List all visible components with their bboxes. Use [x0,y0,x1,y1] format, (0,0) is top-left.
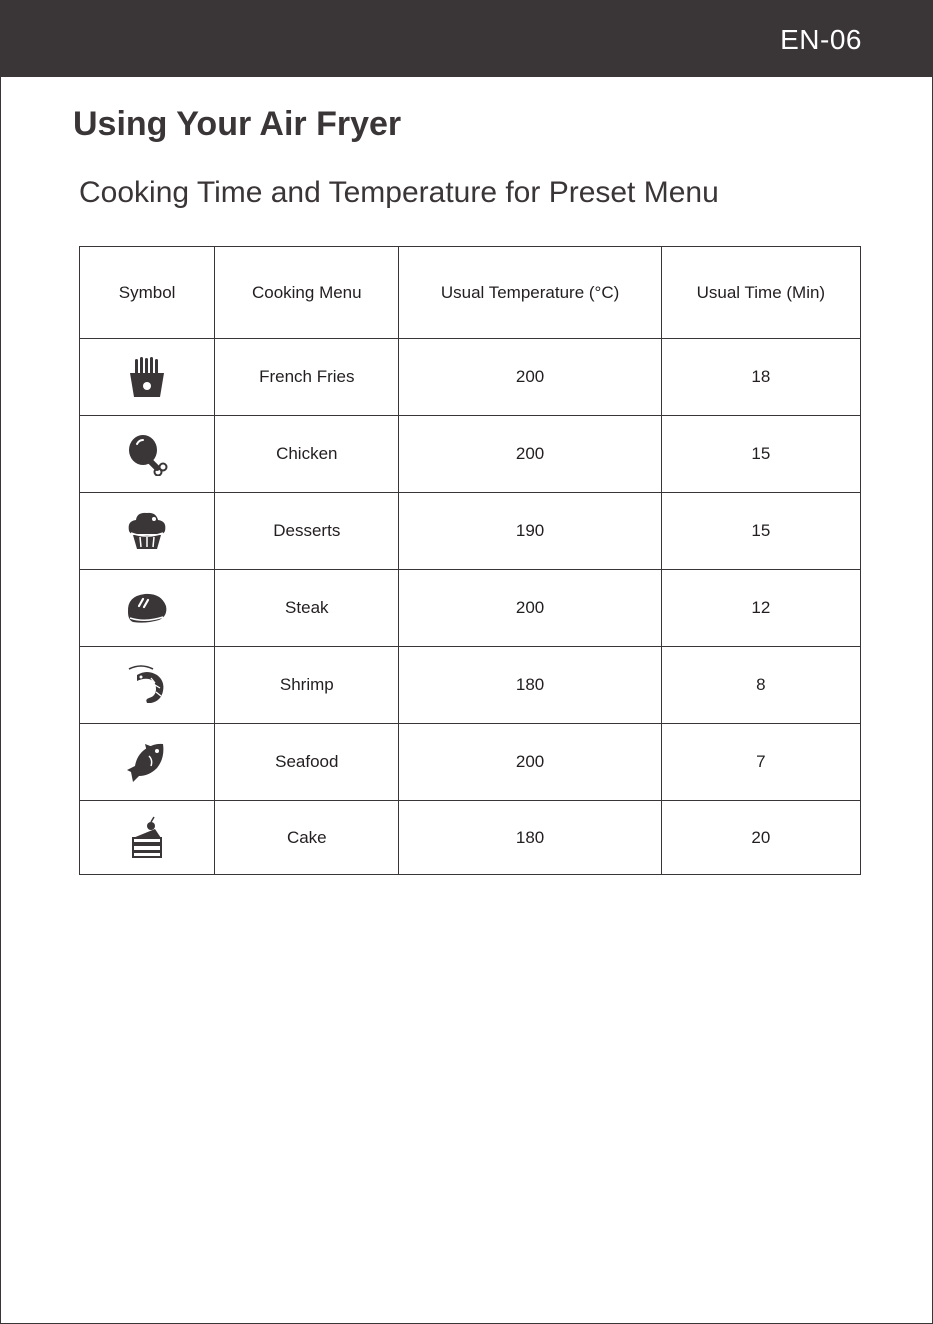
symbol-cell [80,801,215,875]
table-row [80,493,861,570]
symbol-cell [80,493,215,570]
time-cell: 15 [661,416,860,493]
french-fries-icon [125,355,169,399]
cupcake-icon [125,509,169,553]
temperature-cell: 200 [399,724,661,801]
table-row [80,724,861,801]
column-header-cooking-menu: Cooking Menu [215,247,399,339]
temperature-cell: 200 [399,416,661,493]
column-header-temperature: Usual Temperature (°C) [399,247,661,339]
cooking-menu-cell: Shrimp [215,647,399,724]
time-cell: 7 [661,724,860,801]
time-cell: 15 [661,493,860,570]
page-title: Using Your Air Fryer [73,105,402,143]
table-row [80,416,861,493]
column-header-symbol: Symbol [80,247,215,339]
cooking-menu-cell: Desserts [215,493,399,570]
table-row [80,570,861,647]
table-header-row [80,247,861,339]
symbol-cell [80,416,215,493]
time-cell: 12 [661,570,860,647]
cake-slice-icon [125,816,169,860]
temperature-cell: 180 [399,801,661,875]
cooking-menu-cell: Cake [215,801,399,875]
table-row [80,801,861,875]
time-cell: 8 [661,647,860,724]
cooking-menu-cell: French Fries [215,339,399,416]
time-cell: 20 [661,801,860,875]
symbol-cell [80,570,215,647]
column-header-time: Usual Time (Min) [661,247,860,339]
steak-icon [125,586,169,630]
chicken-drumstick-icon [125,432,169,476]
temperature-cell: 190 [399,493,661,570]
temperature-cell: 180 [399,647,661,724]
cooking-menu-cell: Seafood [215,724,399,801]
symbol-cell [80,339,215,416]
fish-icon [125,740,169,784]
page-number: EN-06 [780,24,862,55]
shrimp-icon [125,663,169,707]
table-row [80,647,861,724]
cooking-menu-cell: Chicken [215,416,399,493]
preset-menu-table [79,246,861,875]
temperature-cell: 200 [399,570,661,647]
time-cell: 18 [661,339,860,416]
section-subtitle: Cooking Time and Temperature for Preset Menu [79,176,719,209]
header-bar [1,1,932,77]
temperature-cell: 200 [399,339,661,416]
symbol-cell [80,647,215,724]
symbol-cell [80,724,215,801]
cooking-menu-cell: Steak [215,570,399,647]
table-row [80,339,861,416]
